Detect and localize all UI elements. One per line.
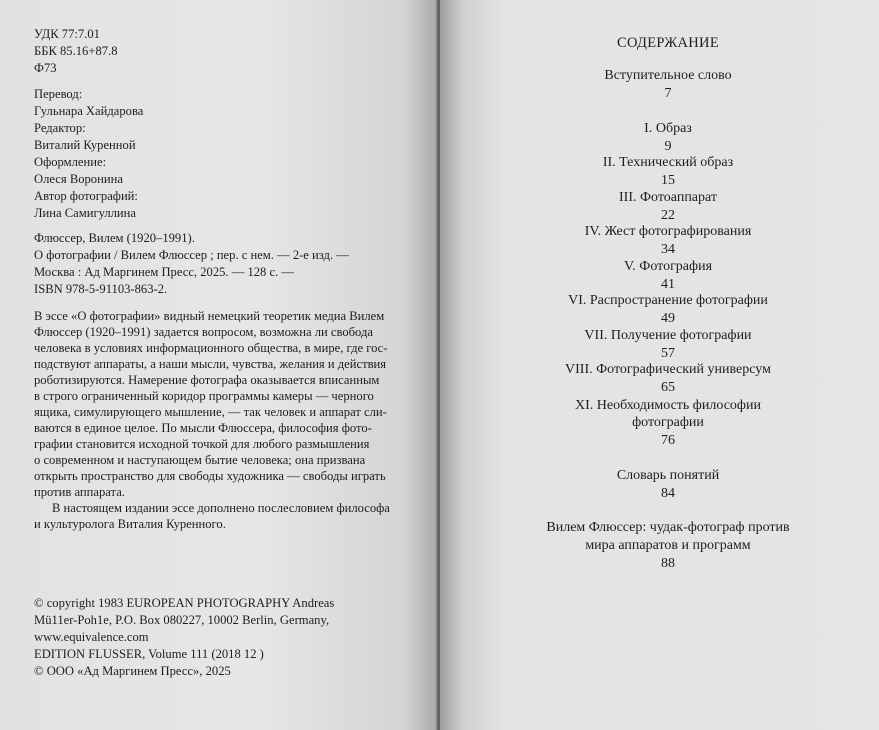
- annotation-line: графии становится исходной точкой для любого размышления: [34, 437, 370, 451]
- udk-code: УДК 77:7.01: [34, 27, 100, 41]
- toc-entry-page: 57: [661, 346, 675, 361]
- toc-entry-title: VII. Получение фотографии: [584, 328, 752, 343]
- copyright-line: EDITION FLUSSER, Volume 111 (2018 12 ): [34, 647, 264, 661]
- toc-entry-title: II. Технический образ: [602, 155, 734, 170]
- annotation-line: В эссе «О фотографии» видный немецкий теоретик медиа Вилем: [34, 309, 385, 323]
- author-mark: Ф73: [34, 61, 57, 75]
- left-page: [0, 0, 438, 730]
- toc-entry-title: Словарь понятий: [616, 468, 720, 483]
- credit-line: Гульнара Хайдарова: [34, 104, 144, 118]
- catalog-line: О фотографии / Вилем Флюссер ; пер. с нем. — 2-е изд. —: [34, 248, 349, 262]
- credit-line: Олеся Воронина: [34, 172, 123, 186]
- toc-entry-title: VI. Распространение фотографии: [568, 293, 768, 308]
- bbk-code: ББК 85.16+87.8: [34, 44, 118, 58]
- toc-entry-page: 76: [661, 433, 675, 448]
- annotation-line: В настоящем издании эссе дополнено послесловием философа: [52, 501, 390, 515]
- copyright-line: © copyright 1983 EUROPEAN PHOTOGRAPHY Andreas: [34, 596, 335, 610]
- annotation-line: человека в условиях информационного общества, в мире, где гос-: [34, 341, 388, 355]
- toc-entry-title: Вилем Флюссер: чудак-фотограф против: [546, 520, 790, 535]
- toc-entry-title: мира аппаратов и программ: [585, 538, 751, 553]
- annotation-line: подствуют аппараты, а наши мысли, чувства, желания и действия: [34, 357, 387, 371]
- toc-entry-page: 41: [661, 277, 675, 292]
- copyright-line: © ООО «Ад Маргинем Пресс», 2025: [34, 664, 231, 678]
- annotation-line: ваются в единое целое. По мысли Флюссера, философия фото-: [34, 421, 372, 435]
- toc-entry-page: 88: [661, 556, 675, 571]
- annotation-line: Флюссер (1920–1991) задается вопросом, возможна ли свобода: [34, 325, 373, 339]
- toc-entry-page: 9: [664, 139, 672, 154]
- toc-entry-page: 65: [661, 380, 675, 395]
- annotation-line: против аппарата.: [34, 485, 125, 499]
- credit-line: Оформление:: [34, 155, 107, 169]
- credit-line: Перевод:: [34, 87, 83, 101]
- catalog-line: Флюссер, Вилем (1920–1991).: [34, 231, 195, 245]
- toc-entry-title: фотографии: [632, 415, 704, 430]
- credit-line: Редактор:: [34, 121, 86, 135]
- toc-entry-page: 15: [661, 173, 675, 188]
- toc-entry-title: V. Фотография: [623, 259, 713, 274]
- toc-entry-title: I. Образ: [644, 121, 692, 136]
- toc-entry-page: 84: [661, 486, 675, 501]
- toc-entry-page: 7: [664, 86, 672, 101]
- annotation-line: открыть пространство для свободы художника — свободы играть: [34, 469, 386, 483]
- annotation-line: в строго ограниченный коридор программы камеры — черного: [34, 389, 374, 403]
- credit-line: Лина Самигуллина: [34, 206, 137, 220]
- copyright-line: Mü11er-Poh1e, P.O. Box 080227, 10002 Berlin, Germany,: [34, 613, 330, 627]
- toc-entry-title: XI. Необходимость философии: [575, 398, 761, 413]
- credit-line: Виталий Куренной: [34, 138, 136, 152]
- catalog-line: ISBN 978-5-91103-863-2.: [34, 282, 168, 296]
- catalog-line: Москва : Ад Маргинем Пресс, 2025. — 128 с. —: [34, 265, 294, 279]
- toc-entry-page: 22: [661, 208, 675, 223]
- copyright-line: www.equivalence.com: [34, 630, 149, 644]
- annotation-line: роботизируются. Намерение фотографа оказывается вписанным: [34, 373, 380, 387]
- annotation-line: ящика, симулирующего мышление, — так человек и аппарат сли-: [34, 405, 387, 419]
- toc-entry-title: IV. Жест фотографирования: [584, 224, 752, 239]
- toc-entry-title: III. Фотоаппарат: [619, 190, 717, 205]
- toc-entry-page: 34: [661, 242, 675, 257]
- annotation-line: о современном и наступающем бытие человека; она призвана: [34, 453, 366, 467]
- credit-line: Автор фотографий:: [34, 189, 138, 203]
- toc-entry-title: VIII. Фотографический универсум: [565, 362, 771, 377]
- toc-entry-page: 49: [661, 311, 675, 326]
- toc-entry-title: Вступительное слово: [604, 68, 732, 83]
- toc-heading: СОДЕРЖАНИЕ: [617, 35, 719, 51]
- annotation-line: и культуролога Виталия Куренного.: [34, 517, 226, 531]
